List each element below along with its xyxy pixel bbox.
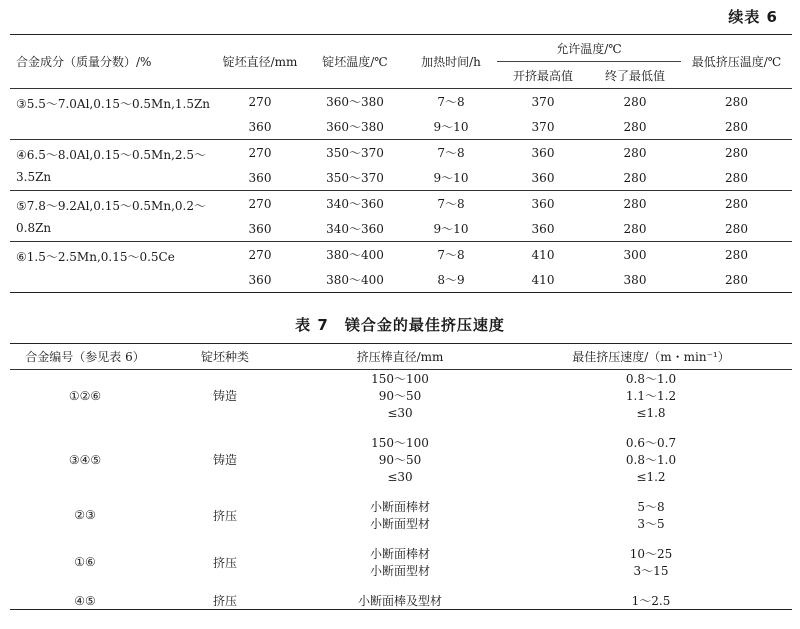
table-6-continued [10, 34, 792, 293]
cell-alloy-no: ③④⑤ [68, 452, 102, 467]
table-row [10, 242, 792, 268]
table6-group [10, 89, 792, 140]
cell-rod-diameter: 150～100 [371, 372, 429, 386]
cell-composition: ③5.5～7.0Al,0.15～0.5Mn,1.5Zn [16, 97, 211, 111]
cell-diameter: 270 [248, 94, 272, 109]
cell-start-max: 360 [531, 145, 555, 160]
cell-start-max: 360 [531, 196, 555, 211]
cell-diameter: 270 [248, 247, 272, 262]
table-row [10, 592, 792, 610]
cell-heating-time: 7～8 [437, 248, 465, 262]
cell-min-temp: 280 [725, 119, 748, 134]
header-end-min: 终了最低值 [604, 68, 665, 83]
cell-min-temp: 280 [725, 94, 748, 109]
cell-ingot-type: 铸造 [212, 453, 237, 467]
row-spacer [10, 532, 792, 545]
cell-ingot-temp: 360～380 [326, 95, 384, 109]
header-heating-time: 加热时间/h [421, 55, 481, 69]
cell-heating-time: 9～10 [433, 120, 469, 134]
header-composition: 合金成分（质量分数）/% [16, 55, 152, 69]
row-spacer [10, 421, 792, 434]
cell-end-min: 280 [623, 170, 647, 185]
row-spacer [10, 579, 792, 592]
cell-diameter: 270 [248, 196, 272, 211]
cell-rod-diameter: 150～100 [371, 436, 429, 450]
cell-rod-diameter: ≤30 [387, 469, 413, 484]
cell-alloy-no: ①⑥ [74, 555, 96, 569]
header-ingot-type: 锭坯种类 [200, 350, 249, 364]
table-7 [10, 343, 792, 610]
cell-min-temp: 280 [725, 170, 748, 185]
cell-alloy-no: ①②⑥ [68, 388, 102, 403]
cell-end-min: 300 [623, 247, 647, 262]
cell-ingot-temp: 380～400 [326, 273, 384, 287]
table6-group [10, 140, 792, 191]
cell-best-speed: ≤1.8 [636, 405, 666, 420]
cell-ingot-temp: 350～370 [326, 171, 384, 185]
cell-rod-diameter: 90～50 [378, 453, 422, 467]
cell-min-temp: 280 [725, 145, 748, 160]
row-spacer [10, 485, 792, 498]
cell-min-temp: 280 [725, 247, 748, 262]
cell-diameter: 270 [248, 145, 272, 160]
cell-heating-time: 7～8 [437, 146, 465, 160]
table-row [10, 140, 792, 166]
cell-ingot-temp: 360～380 [326, 120, 384, 134]
table-row [10, 191, 792, 217]
cell-min-temp: 280 [725, 221, 748, 236]
cell-alloy-no: ②③ [74, 508, 96, 522]
cell-best-speed: 10～25 [629, 547, 673, 561]
table-row [10, 370, 792, 388]
cell-best-speed: 3～5 [637, 517, 665, 531]
cell-heating-time: 9～10 [433, 222, 469, 236]
cell-diameter: 360 [248, 272, 272, 287]
cell-min-temp: 280 [725, 272, 748, 287]
cell-best-speed: ≤1.2 [636, 469, 666, 484]
cell-heating-time: 7～8 [437, 95, 465, 109]
header-ingot-diameter: 锭坯直径/mm [222, 55, 298, 69]
table-row [10, 545, 792, 562]
cell-start-max: 410 [531, 247, 555, 262]
cell-ingot-temp: 350～370 [326, 146, 384, 160]
cell-ingot-type: 挤压 [212, 508, 237, 523]
cell-heating-time: 8～9 [437, 273, 465, 287]
cell-best-speed: 0.8～1.0 [625, 453, 677, 467]
cell-rod-diameter: 90～50 [378, 389, 422, 403]
header-ingot-temp: 锭坯温度/℃ [322, 55, 388, 69]
header-rod-diameter: 挤压棒直径/mm [356, 350, 444, 364]
cell-best-speed: 0.6～0.7 [625, 436, 677, 450]
cell-ingot-type: 铸造 [212, 389, 237, 403]
cell-best-speed: 3～15 [633, 564, 669, 578]
cell-min-temp: 280 [725, 196, 748, 211]
cell-rod-diameter: 小断面棒及型材 [357, 594, 442, 608]
cell-rod-diameter: ≤30 [387, 405, 413, 420]
cell-rod-diameter: 小断面型材 [369, 517, 430, 531]
cell-composition: ⑤7.8～9.2Al,0.15～0.5Mn,0.2～0.8Zn [16, 199, 206, 235]
cell-heating-time: 9～10 [433, 171, 469, 185]
cell-ingot-temp: 340～360 [326, 222, 384, 236]
cell-rod-diameter: 小断面型材 [369, 564, 430, 578]
header-best-speed: 最佳挤压速度/（m・min⁻¹） [572, 350, 730, 364]
cell-start-max: 360 [531, 170, 555, 185]
cell-ingot-temp: 340～360 [326, 197, 384, 211]
table6-group [10, 191, 792, 242]
cell-start-max: 370 [531, 119, 555, 134]
cell-end-min: 380 [623, 272, 647, 287]
cell-best-speed: 1.1～1.2 [625, 389, 677, 403]
cell-composition: ④6.5～8.0Al,0.15～0.5Mn,2.5～3.5Zn [16, 148, 206, 184]
cell-diameter: 360 [248, 170, 272, 185]
cell-end-min: 280 [623, 94, 647, 109]
cell-best-speed: 1～2.5 [631, 594, 671, 608]
cell-end-min: 280 [623, 145, 647, 160]
cell-start-max: 360 [531, 221, 555, 236]
table-row [10, 434, 792, 451]
cell-diameter: 360 [248, 119, 272, 134]
cell-diameter: 360 [248, 221, 272, 236]
cell-heating-time: 7～8 [437, 197, 465, 211]
table-7-title: 表 7 镁合金的最佳挤压速度 [295, 316, 505, 334]
table6-group [10, 242, 792, 293]
cell-composition: ⑥1.5～2.5Mn,0.15～0.5Ce [16, 250, 175, 264]
cell-alloy-no: ④⑤ [74, 593, 96, 608]
table-row [10, 89, 792, 115]
cell-ingot-temp: 380～400 [326, 248, 384, 262]
cell-best-speed: 0.8～1.0 [625, 372, 677, 386]
cell-rod-diameter: 小断面棒材 [369, 500, 430, 514]
cell-end-min: 280 [623, 221, 647, 236]
cell-best-speed: 5～8 [637, 500, 665, 514]
header-start-max: 开挤最高值 [512, 68, 573, 83]
cell-end-min: 280 [623, 196, 647, 211]
table-row [10, 498, 792, 515]
cell-start-max: 410 [531, 272, 555, 287]
cell-ingot-type: 挤压 [212, 555, 237, 570]
cell-end-min: 280 [623, 119, 647, 134]
cell-start-max: 370 [531, 94, 555, 109]
continued-table-title: 续表 6 [728, 8, 778, 26]
cell-ingot-type: 挤压 [212, 594, 237, 608]
header-allowed-temp: 允许温度/℃ [497, 35, 681, 62]
header-min-extrude-temp: 最低挤压温度/℃ [691, 55, 782, 69]
cell-rod-diameter: 小断面棒材 [369, 547, 430, 561]
header-alloy-no: 合金编号（参见表 6） [25, 350, 145, 364]
